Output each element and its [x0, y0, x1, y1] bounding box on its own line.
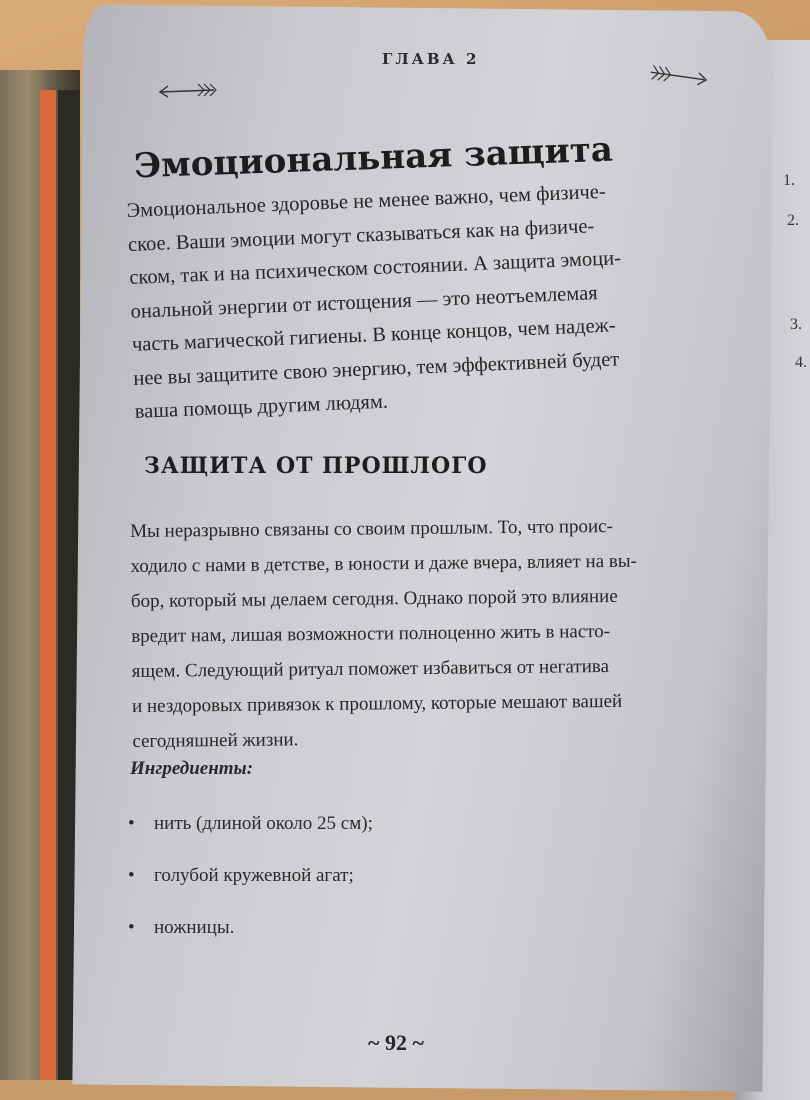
text-line: ходило с нами в детстве, в юности и даже вчера, влияет на вы-	[130, 550, 638, 577]
list-item	[128, 850, 373, 902]
text-line: нее вы защитите свою энергию, тем эффективней будет	[132, 347, 620, 390]
text-line: ящем. Следующий ритуал поможет избавиться от негатива	[131, 655, 610, 682]
text-line: ское. Ваши эмоции могут сказываться как на физиче-	[127, 214, 595, 256]
ingredient-text: нить (длиной около 25 см);	[154, 813, 373, 834]
bullet-icon: •	[128, 813, 135, 834]
subsection-body	[130, 508, 708, 759]
right-page-fragment: 3.	[790, 316, 802, 333]
text-line: Эмоциональное здоровье не менее важно, чем физиче-	[126, 180, 607, 222]
bullet-icon: •	[128, 917, 135, 938]
text-line: вредит нам, лишая возможности полноценно жить в насто-	[131, 620, 611, 647]
subsection-title: ЗАЩИТА ОТ ПРОШЛОГО	[144, 453, 488, 479]
list-item	[128, 798, 373, 850]
list-item	[128, 902, 373, 954]
book-spine-orange-stripe	[40, 90, 56, 1080]
text-line: и нездоровых привязок к прошлому, которые мешают вашей	[131, 690, 623, 717]
right-page-fragment: 1.	[783, 172, 795, 189]
chapter-heading: ГЛАВА 2	[382, 50, 480, 68]
right-page-fragment: 2.	[787, 212, 799, 229]
bullet-icon: •	[128, 865, 135, 886]
ingredients-list	[128, 798, 373, 954]
text-line: Мы неразрывно связаны со своим прошлым. То, что проис-	[130, 515, 613, 542]
ingredient-text: ножницы.	[154, 917, 235, 938]
ingredients-label: Ингредиенты:	[130, 758, 254, 779]
section-title: Эмоциональная защита	[133, 129, 614, 187]
text-line: часть магической гигиены. В конце концов, чем надеж-	[131, 314, 616, 356]
text-line: ональной энергии от истощения — это неотъемлемая	[130, 281, 599, 323]
page-number: ~ 92 ~	[368, 1030, 424, 1055]
text-line: ском, так и на психическом состоянии. А защита эмоци-	[128, 247, 622, 289]
text-line: ваша помощь другим людям.	[134, 390, 389, 423]
arrow-left-icon	[158, 80, 218, 110]
section-intro	[126, 171, 725, 429]
text-line: бор, который мы делаем сегодня. Однако порой это влияние	[130, 585, 618, 612]
text-line: сегодняшней жизни.	[132, 729, 299, 752]
right-page-fragment: 4.	[795, 354, 807, 371]
ingredient-text: голубой кружевной агат;	[154, 865, 354, 886]
